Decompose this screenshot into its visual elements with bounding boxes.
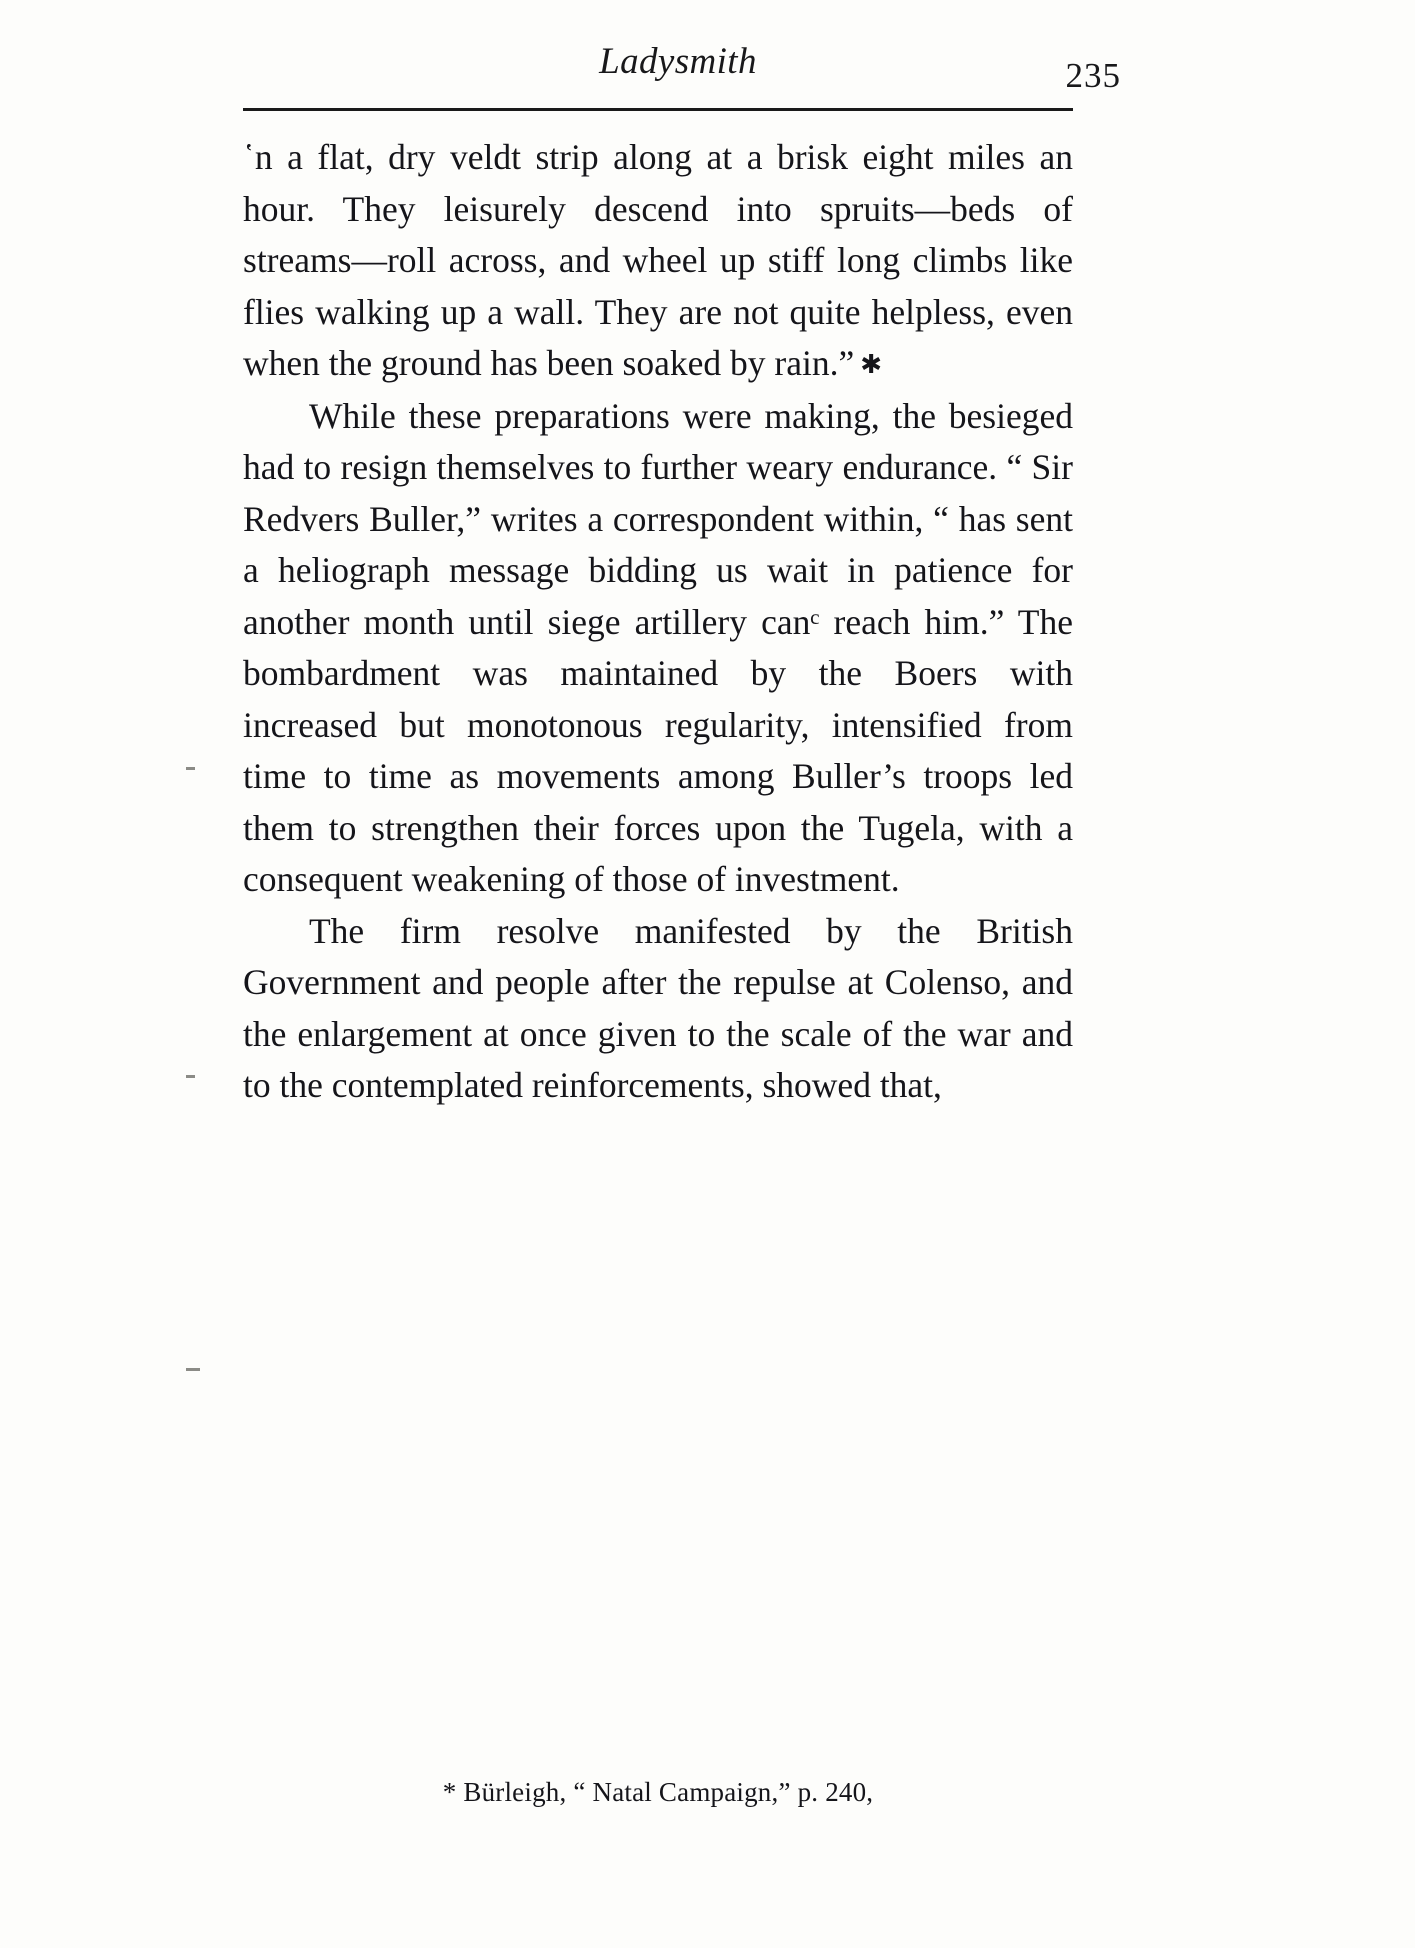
paragraph-2: While these preparations were making, the besieged had to resign themselves to further weary endurance. “ Sir Redvers Buller,” writes a correspondent within, “ has sent a heliograph message bidding us wait in patience for another month until siege artillery canᶜ reach him.” The bombardment was maintained by the Boers with increased but monotonous regularity, intensified from time to time as movements among Buller’s troops led them to strengthen their forces upon the Tugela, with a consequent weakening of those of investment. [243,395,1073,899]
margin-speck [186,1075,195,1078]
footnote: * Bürleigh, “ Natal Campaign,” p. 240, [442,1777,874,1807]
margin-speck [186,767,195,770]
running-title: Ladysmith [599,41,757,82]
paragraph-1-text: ῾n a flat, dry veldt strip along at a brisk eight miles an hour. They leisurely descend into spruits—beds of streams—roll across, and wheel up stiff long climbs like flies walking up a wall. They are not quite helpless, even when the ground has been soaked by rain.” [243,137,1073,383]
margin-speck [186,1368,200,1371]
page-number: 235 [1065,56,1121,95]
paragraph-1 [243,132,1073,391]
header-rule [243,108,1073,111]
footnote-reference-icon: ✱ [860,350,882,379]
page-header [243,40,1121,100]
page-body [243,132,1073,1112]
paragraph-3: The firm resolve manifested by the British Government and people after the repulse at Colenso, and the enlargement at once given to the scale of the war and to the contemplated reinforcements, showed that, [243,910,1073,1105]
